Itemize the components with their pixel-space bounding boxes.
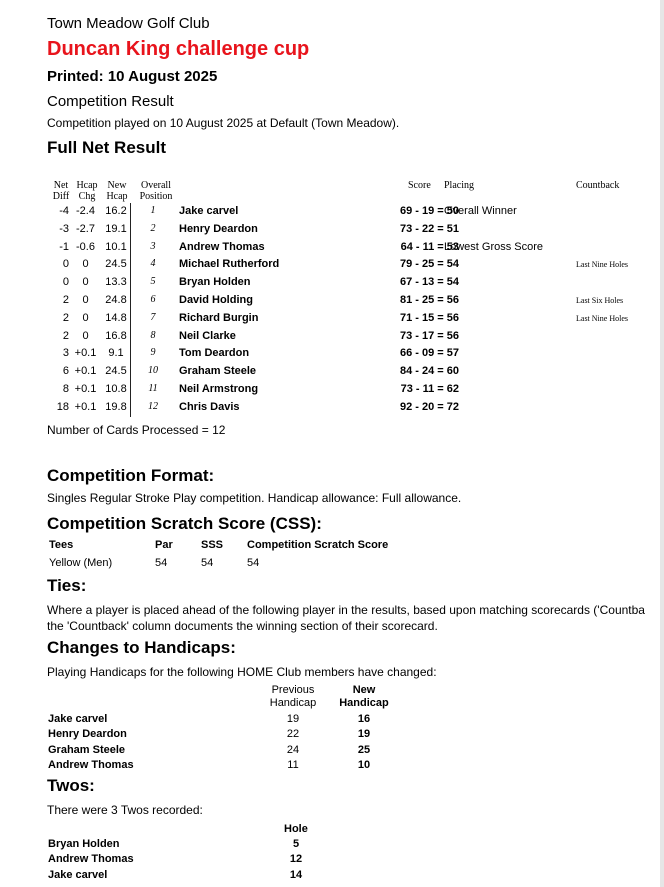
score-cell: 71 - 15 = 56: [399, 311, 459, 324]
twos-hole-value: 5: [292, 838, 300, 850]
score-cell: 73 - 17 = 56: [399, 329, 459, 342]
new-hcap-cell: 14.8: [105, 311, 127, 324]
score-cell: 79 - 25 = 54: [399, 258, 459, 271]
page-edge: [660, 0, 664, 887]
css-col-css: Competition Scratch Score: [247, 539, 389, 551]
css-sss-value: 54: [201, 557, 214, 569]
css-tees-value: Yellow (Men): [49, 557, 113, 569]
twos-player-name: Bryan Holden: [48, 838, 120, 850]
player-name: Neil Armstrong: [179, 382, 259, 395]
net-diff-cell: 0: [62, 276, 69, 289]
hcap-chg-cell: 0: [82, 311, 89, 324]
changes-intro: Playing Handicaps for the following HOME Club members have changed:: [47, 665, 437, 679]
changes-heading: Changes to Handicaps:: [47, 638, 236, 657]
position-cell: 9: [150, 347, 156, 359]
changes-previous-value: 19: [286, 713, 300, 725]
player-name: Henry Deardon: [179, 222, 258, 235]
hcap-chg-cell: +0.1: [74, 400, 97, 413]
net-diff-cell: -4: [59, 205, 69, 217]
changes-new-value: 10: [357, 758, 371, 771]
net-diff-cell: -1: [59, 240, 69, 253]
net-result-heading: Full Net Result: [47, 138, 167, 157]
hcap-chg-cell: +0.1: [74, 347, 97, 360]
css-par-value: 54: [155, 557, 168, 569]
css-col-tees: Tees: [49, 539, 74, 551]
played-info: Competition played on 10 August 2025 at Default (Town Meadow).: [47, 116, 400, 130]
format-heading: Competition Format:: [47, 466, 215, 485]
new-hcap-cell: 24.5: [105, 258, 127, 271]
css-heading: Competition Scratch Score (CSS):: [47, 514, 322, 533]
twos-hole-value: 12: [289, 853, 303, 866]
placing-cell: Overall Winner: [444, 205, 517, 217]
position-cell: 12: [148, 400, 158, 412]
new-hcap-cell: 19.1: [105, 222, 127, 235]
new-hcap-cell: 9.1: [108, 347, 124, 360]
new-hcap-cell: 10.8: [105, 382, 127, 395]
player-name: Bryan Holden: [179, 276, 251, 289]
column-divider: [130, 221, 131, 239]
col-net-diff: Net Diff: [52, 180, 70, 202]
css-col-par: Par: [155, 539, 173, 551]
changes-player-name: Andrew Thomas: [48, 758, 134, 771]
hcap-chg-cell: +0.1: [74, 365, 97, 378]
ties-text-line1: Where a player is placed ahead of the following player in the results, based upon matching scorecards ('Countba: [47, 603, 645, 617]
column-divider: [130, 274, 131, 292]
changes-col-previous: Previous Handicap: [269, 684, 317, 709]
net-diff-cell: -3: [59, 222, 69, 235]
printed-date: Printed: 10 August 2025: [47, 68, 218, 85]
placing-cell: Lowest Gross Score: [444, 240, 544, 253]
position-cell: 6: [150, 293, 156, 305]
new-hcap-cell: 16.2: [105, 205, 127, 217]
position-cell: 3: [150, 240, 156, 252]
countback-cell: Last Nine Holes: [576, 260, 628, 270]
format-text: Singles Regular Stroke Play competition. Handicap allowance: Full allowance.: [47, 491, 462, 505]
player-name: Michael Rutherford: [179, 258, 280, 271]
score-cell: 81 - 25 = 56: [399, 293, 459, 306]
player-name: David Holding: [179, 293, 253, 306]
score-cell: 73 - 22 = 51: [399, 222, 459, 235]
hcap-chg-cell: 0: [82, 276, 89, 289]
changes-previous-value: 22: [286, 728, 300, 741]
column-divider: [130, 399, 131, 417]
countback-cell: Last Nine Holes: [576, 313, 628, 323]
new-hcap-cell: 10.1: [105, 240, 127, 253]
hcap-chg-cell: -2.4: [76, 205, 95, 217]
css-col-sss: SSS: [201, 539, 224, 551]
net-diff-cell: 0: [62, 258, 69, 271]
column-divider: [130, 381, 131, 399]
col-placing: Placing: [444, 180, 474, 191]
net-diff-cell: 2: [62, 293, 69, 306]
ties-heading: Ties:: [47, 576, 87, 595]
position-cell: 2: [150, 222, 156, 234]
column-divider: [130, 310, 131, 328]
col-score: Score: [408, 180, 431, 191]
column-divider: [130, 239, 131, 257]
ties-text-line2: the 'Countback' column documents the winning section of their scorecard.: [47, 619, 438, 633]
score-cell: 69 - 19 = 50: [399, 205, 459, 217]
column-divider: [130, 363, 131, 381]
position-cell: 5: [150, 276, 156, 288]
twos-col-hole: Hole: [284, 823, 308, 835]
player-name: Tom Deardon: [179, 347, 250, 360]
hcap-chg-cell: +0.1: [74, 382, 97, 395]
hcap-chg-cell: 0: [82, 329, 89, 342]
net-diff-cell: 2: [62, 329, 69, 342]
changes-new-value: 25: [357, 743, 371, 756]
twos-intro: There were 3 Twos recorded:: [47, 803, 203, 817]
player-name: Richard Burgin: [179, 311, 259, 324]
player-name: Graham Steele: [179, 365, 257, 378]
countback-cell: Last Six Holes: [576, 295, 624, 305]
changes-new-value: 16: [357, 713, 371, 725]
document-subtitle: Competition Result: [47, 93, 174, 110]
hcap-chg-cell: 0: [82, 258, 89, 271]
player-name: Andrew Thomas: [179, 240, 265, 253]
col-overall-position: Overall Position: [139, 180, 173, 202]
position-cell: 1: [150, 205, 156, 216]
net-diff-cell: 8: [62, 382, 69, 395]
position-cell: 10: [148, 365, 158, 377]
column-divider: [130, 345, 131, 363]
score-cell: 84 - 24 = 60: [399, 365, 459, 378]
column-divider: [130, 328, 131, 346]
player-name: Jake carvel: [179, 205, 239, 217]
twos-player-name: Andrew Thomas: [48, 853, 134, 866]
twos-player-name: Jake carvel: [48, 868, 108, 881]
position-cell: 8: [150, 329, 156, 341]
changes-previous-value: 11: [287, 758, 299, 771]
club-name: Town Meadow Golf Club: [47, 15, 210, 32]
new-hcap-cell: 24.8: [105, 293, 127, 306]
changes-player-name: Henry Deardon: [48, 728, 127, 741]
net-diff-cell: 2: [62, 311, 69, 324]
new-hcap-cell: 24.5: [105, 365, 127, 378]
changes-player-name: Graham Steele: [48, 743, 126, 756]
position-cell: 11: [148, 382, 158, 394]
net-diff-cell: 6: [62, 365, 69, 378]
player-name: Chris Davis: [179, 400, 240, 413]
new-hcap-cell: 16.8: [105, 329, 127, 342]
score-cell: 66 - 09 = 57: [399, 347, 459, 360]
changes-col-new: New Handicap: [339, 684, 389, 709]
score-cell: 92 - 20 = 72: [399, 400, 459, 413]
col-hcap-chg: Hcap Chg: [76, 180, 98, 202]
css-css-value: 54: [247, 557, 260, 569]
player-name: Neil Clarke: [179, 329, 236, 342]
position-cell: 7: [150, 311, 156, 323]
hcap-chg-cell: -0.6: [76, 240, 95, 253]
cards-processed: Number of Cards Processed = 12: [47, 423, 226, 437]
col-countback: Countback: [576, 180, 620, 191]
changes-player-name: Jake carvel: [48, 713, 108, 725]
competition-title: Duncan King challenge cup: [47, 38, 310, 60]
net-diff-cell: 3: [62, 347, 69, 360]
new-hcap-cell: 13.3: [105, 276, 127, 289]
score-cell: 73 - 11 = 62: [400, 382, 459, 395]
twos-heading: Twos:: [47, 776, 95, 795]
score-cell: 64 - 11 = 53: [400, 240, 459, 253]
hcap-chg-cell: -2.7: [76, 222, 95, 235]
changes-previous-value: 24: [286, 743, 300, 756]
score-cell: 67 - 13 = 54: [399, 276, 459, 289]
column-divider: [130, 203, 131, 221]
column-divider: [130, 292, 131, 310]
changes-new-value: 19: [357, 728, 371, 741]
new-hcap-cell: 19.8: [105, 400, 127, 413]
position-cell: 4: [150, 258, 156, 270]
twos-hole-value: 14: [289, 868, 303, 881]
col-new-hcap: New Hcap: [106, 180, 128, 202]
hcap-chg-cell: 0: [82, 293, 89, 306]
column-divider: [130, 256, 131, 274]
net-diff-cell: 18: [56, 400, 69, 413]
